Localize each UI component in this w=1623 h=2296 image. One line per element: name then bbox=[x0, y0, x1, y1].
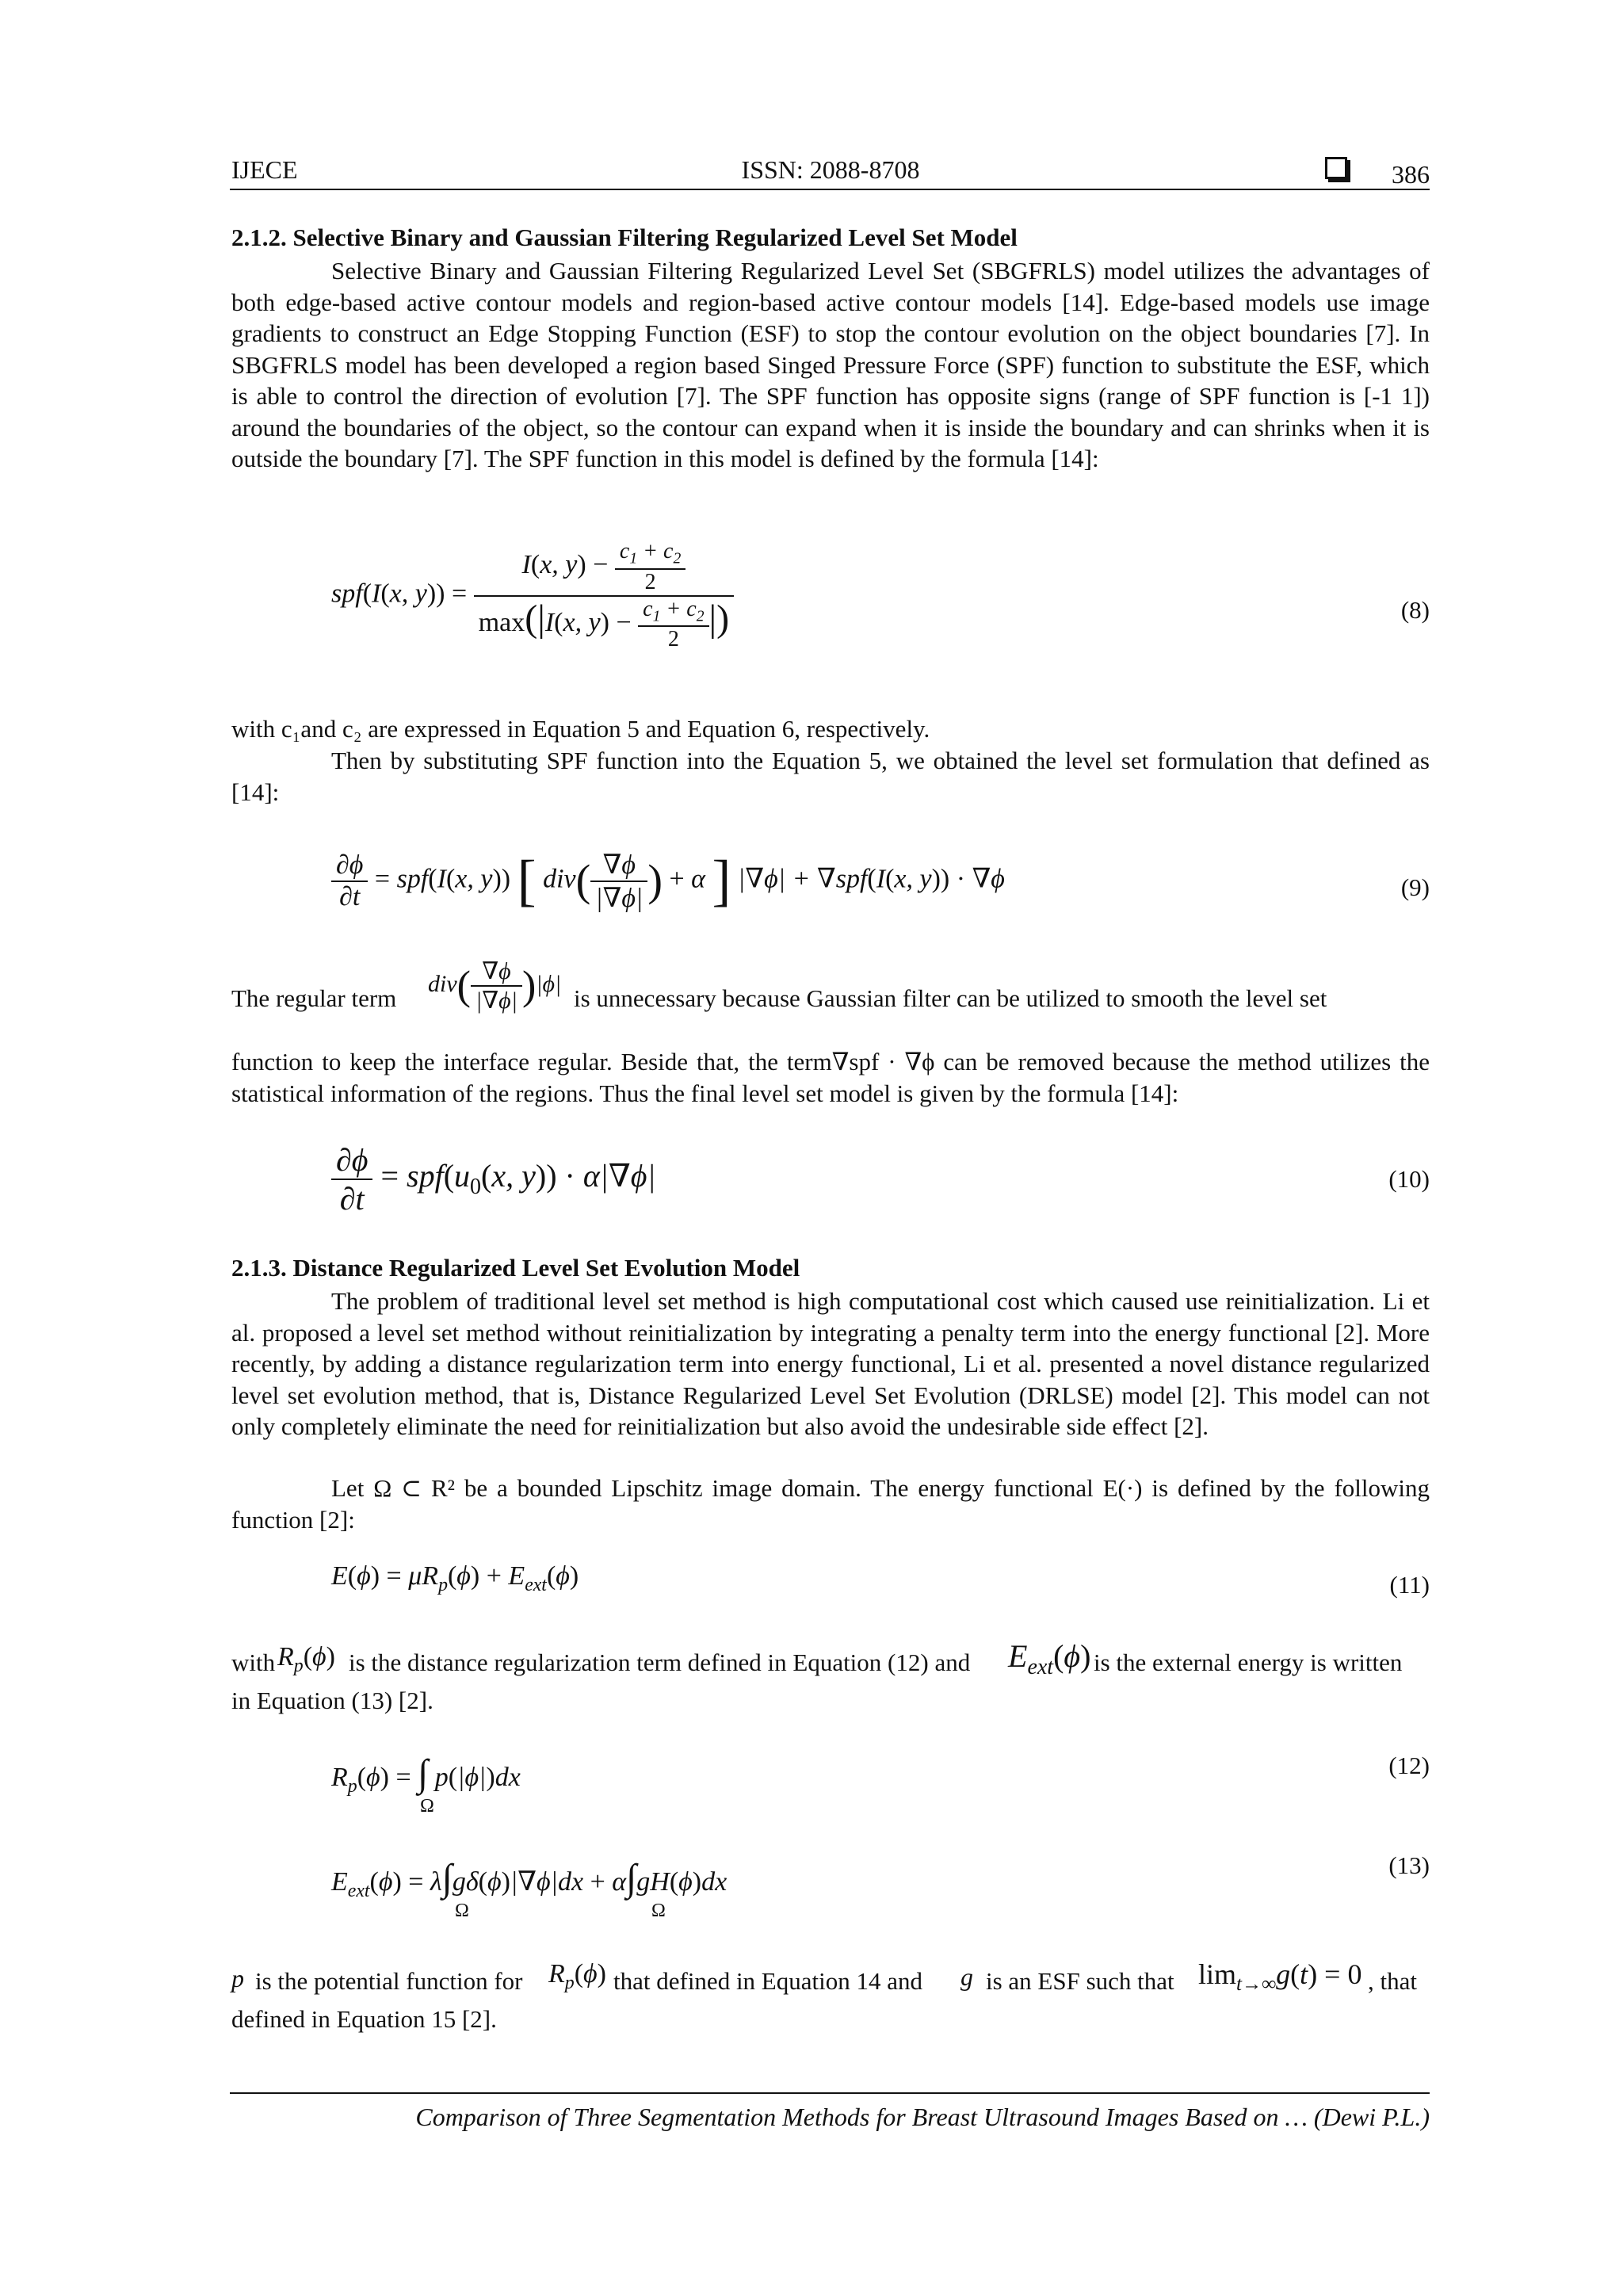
with-rp-text-b: is the distance regularization term defined in Equation (12) and bbox=[349, 1648, 971, 1676]
equation-number-11: (11) bbox=[1389, 1571, 1430, 1599]
omega-subscript-13a: Ω bbox=[455, 1901, 469, 1921]
equation-11: $E(\phi) = \mu R_p(\phi) + E_{ext}(\phi)$ bbox=[331, 1561, 579, 1595]
p-line-text-d: , that bbox=[1368, 1967, 1417, 1995]
section-heading-212: 2.1.2. Selective Binary and Gaussian Filtering Regularized Level Set Model bbox=[231, 223, 1018, 251]
equation-number-10: (10) bbox=[1388, 1165, 1430, 1193]
paragraph-final-model: function to keep the interface regular. Beside that, the term∇spf · ∇ϕ can be removed because the method utilizes the statistical information of the regions. Thus the final level set model is given by the formula [14]: bbox=[231, 1048, 1430, 1107]
omega-subscript-12: Ω bbox=[420, 1796, 434, 1817]
running-footer: Comparison of Three Segmentation Methods for Breast Ultrasound Images Based on … (Dewi P.L.) bbox=[415, 2103, 1430, 2131]
with-rp-text-a: with bbox=[231, 1648, 276, 1676]
equation-8: spf(I(x, y)) = I(x, y) − $\frac{c_1 + c_2}{2}$ max(|I(x, y) − $\frac{c_1 + c_2}{2}$ |) bbox=[331, 539, 734, 652]
inline-eext-phi: $E_{ext}(\phi)$ bbox=[1008, 1638, 1091, 1679]
omega-subscript-13b: Ω bbox=[651, 1901, 666, 1921]
page-header bbox=[231, 155, 1430, 193]
footer-rule bbox=[230, 2092, 1430, 2094]
equation-number-9: (9) bbox=[1400, 873, 1430, 901]
equation-number-13: (13) bbox=[1388, 1851, 1430, 1879]
page-number: 386 bbox=[1392, 160, 1430, 189]
with-rp-line2: in Equation (13) [2]. bbox=[231, 1687, 433, 1714]
regular-term-post: is unnecessary because Gaussian filter can be utilized to smooth the level set bbox=[574, 984, 1327, 1012]
equation-10: $\frac{\partial\phi}{\partial t}$ = $spf(u_0(x$, y)) · α|∇ϕ| bbox=[331, 1141, 655, 1217]
p-line-text-a: is the potential function for bbox=[255, 1967, 523, 1995]
journal-name: IJECE bbox=[231, 155, 298, 184]
equation-number-12: (12) bbox=[1388, 1752, 1430, 1779]
paragraph-substitution: Then by substituting SPF function into the Equation 5, we obtained the level set formulation that defined as [14]: bbox=[231, 747, 1430, 806]
section-heading-213: 2.1.3. Distance Regularized Level Set Evolution Model bbox=[231, 1254, 800, 1282]
inline-rp-phi-2: $R_p(\phi)$ bbox=[548, 1959, 606, 1993]
paragraph-energy-functional: Let Ω ⊂ R² be a bounded Lipschitz image domain. The energy functional E(·) is defined by the following function [2]: bbox=[231, 1474, 1430, 1534]
inline-equation-regular-term: div( $\frac{\nabla\phi}{|\nabla\phi|}$ )|ϕ| bbox=[428, 958, 562, 1014]
checkbox-square-icon bbox=[1325, 157, 1347, 179]
issn: ISSN: 2088-8708 bbox=[741, 155, 920, 184]
equation-13: $E_{ext}(\phi) = \lambda\int g\delta(\phi)|\nabla\phi|dx + \alpha\int gH(\phi)dx$ bbox=[331, 1857, 727, 1901]
inline-rp-phi: $R_p(\phi)$ bbox=[277, 1642, 335, 1676]
inline-g: g bbox=[960, 1962, 973, 1991]
regular-term-pre: The regular term bbox=[231, 984, 397, 1012]
with-rp-text-c: is the external energy is written bbox=[1094, 1648, 1403, 1676]
equation-12: $R_p(\phi)$ = ∫ p(|ϕ|)dx bbox=[331, 1752, 521, 1797]
paragraph-drlse: The problem of traditional level set method is high computational cost which caused use reinitialization. Li et al. proposed a level set method without reinitialization by integrating a penalty term into the energy functional [2]. More recently, by adding a distance regularization term into energy functional, Li et al. presented a novel distance regularized level set evolution method, that is, Distance Regularized Level Set Evolution (DRLSE) model [2]. This model can not only completely eliminate the need for reinitialization but also avoid the undesirable side effect [2]. bbox=[231, 1287, 1430, 1440]
inline-p: p bbox=[231, 1964, 244, 1992]
p-line-text-c: is an ESF such that bbox=[986, 1967, 1174, 1995]
equation-9: $\frac{\partial\phi}{\partial t}$ = spf(I(x, y)) [ div( $\frac{\nabla\phi}{|\nabla\phi|}$ ) + α ] |∇ϕ| + ∇spf(I(x, y)) · ∇ϕ bbox=[331, 848, 1005, 914]
header-rule bbox=[230, 189, 1430, 190]
paragraph-sbgfrls: Selective Binary and Gaussian Filtering Regularized Level Set (SBGFRLS) model utilizes the advantages of both edge-based active contour models and region-based active contour models [14]. Edge-based models use image gradients to construct an Edge Stopping Function (ESF) to stop the contour evolution on the object boundaries [7]. In SBGFRLS model has been developed a region based Singed Pressure Force (SPF) function to substitute the ESF, which is able to control the direction of evolution [7]. The SPF function has opposite signs (range of SPF function is [-1 1]) around the boundaries of the object, so the contour can expand when it is inside the boundary and can shrinks when it is outside the boundary [7]. The SPF function in this model is defined by the formula [14]: bbox=[231, 257, 1430, 472]
text-after-eq8: with c₁and c₂ are expressed in Equation 5 and Equation 6, respectively. bbox=[231, 715, 930, 743]
equation-number-8: (8) bbox=[1400, 596, 1430, 624]
inline-limit: $\lim_{t\to\infty}g(t) = 0$ bbox=[1198, 1958, 1362, 1996]
p-line-text-b: that defined in Equation 14 and bbox=[613, 1967, 922, 1995]
p-line2: defined in Equation 15 [2]. bbox=[231, 2005, 497, 2033]
